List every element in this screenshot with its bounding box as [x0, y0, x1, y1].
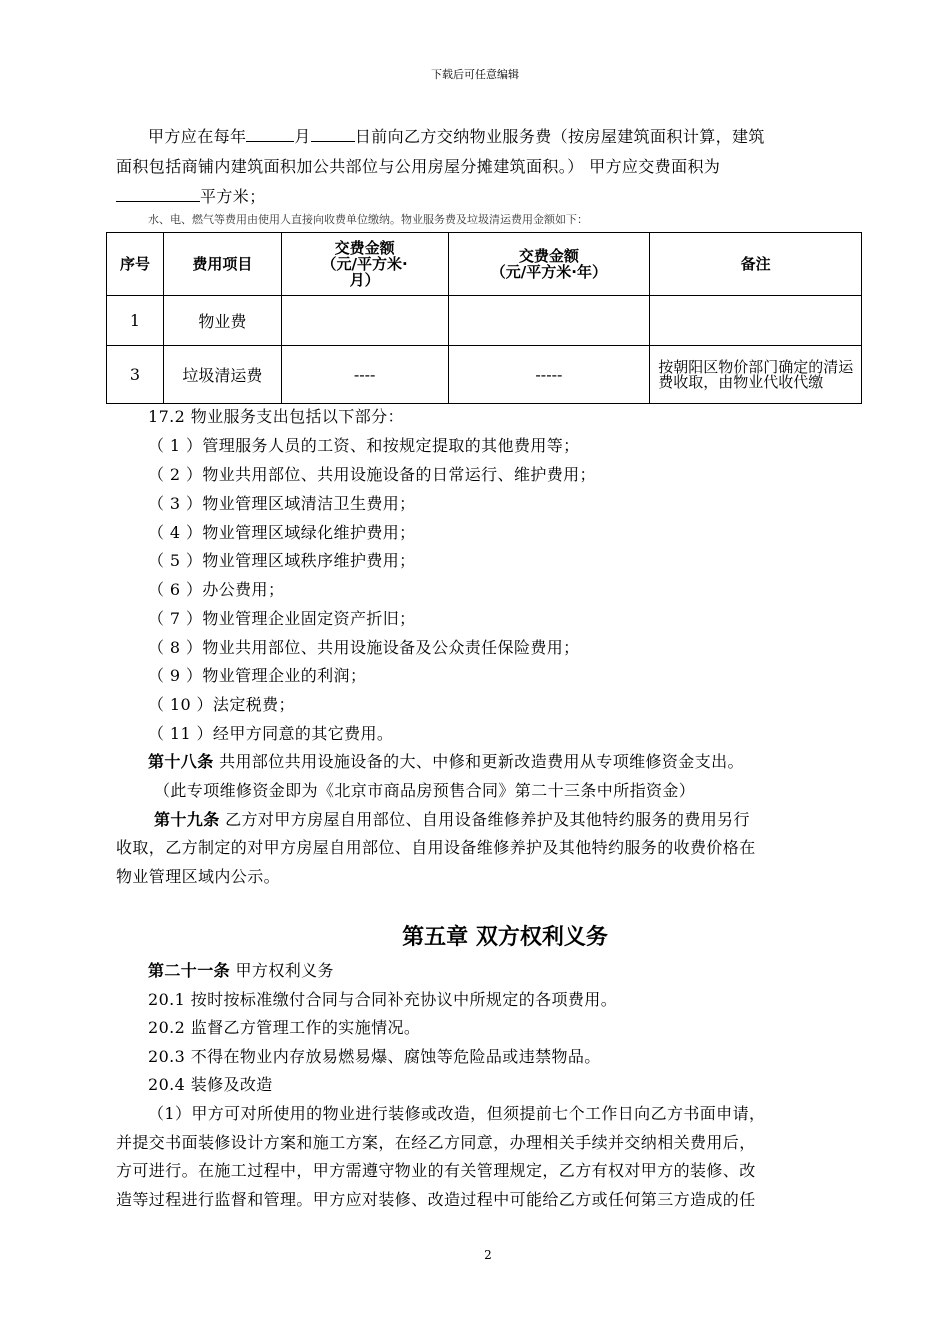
blank-day	[311, 127, 355, 142]
header-monthly: 交费金额 （元/平方米· 月）	[281, 233, 448, 296]
list-item: （ 11 ）经甲方同意的其它费用。	[148, 724, 394, 743]
cell-monthly	[281, 296, 448, 346]
fee-note: 水、电、燃气等费用由使用人直接向收费单位缴纳。物业服务费及垃圾清运费用金额如下：	[148, 213, 588, 226]
article-21-label: 第二十一条	[148, 961, 231, 980]
article-19-line-2: 收取，乙方制定的对甲方房屋自用部位、自用设备维修养护及其他特约服务的收费价格在	[116, 838, 756, 857]
header-no: 序号	[107, 233, 164, 296]
list-item: 20.1 按时按标准缴付合同与合同补充协议中所规定的各项费用。	[148, 990, 618, 1009]
article-18-label: 第十八条	[148, 752, 214, 771]
list-item: 20.2 监督乙方管理工作的实施情况。	[148, 1018, 421, 1037]
section-17-2-title: 17.2 物业服务支出包括以下部分：	[148, 407, 404, 426]
intro-text: 月	[294, 127, 311, 146]
page-header: 下载后可任意编辑	[431, 68, 519, 81]
cell-no: 3	[107, 346, 164, 404]
intro-line-1	[148, 124, 765, 147]
list-item: （ 8 ）物业共用部位、共用设施设备及公众责任保险费用；	[148, 638, 580, 657]
list-item: （ 9 ）物业管理企业的利润；	[148, 666, 367, 685]
list-item: （ 1 ）管理服务人员的工资、和按规定提取的其他费用等；	[148, 436, 580, 455]
chapter-title: 第五章 双方权利义务	[402, 925, 608, 950]
paragraph-line: （1）甲方可对所使用的物业进行装修或改造，但须提前七个工作日向乙方书面申请，	[148, 1104, 766, 1123]
list-item: （ 5 ）物业管理区域秩序维护费用；	[148, 551, 416, 570]
list-item: 20.3 不得在物业内存放易燃易爆、腐蚀等危险品或违禁物品。	[148, 1047, 601, 1066]
intro-text: 平方米；	[200, 187, 266, 206]
intro-text: 日前向乙方交纳物业服务费（按房屋建筑面积计算，建筑	[354, 127, 765, 146]
article-19-line-3: 物业管理区域内公示。	[116, 867, 281, 886]
table-header-row	[107, 233, 862, 296]
cell-note: 按朝阳区物价部门确定的清运费收取，由物业代收代缴	[650, 346, 862, 404]
intro-text: 甲方应在每年	[148, 127, 247, 146]
article-19-text: 乙方对甲方房屋自用部位、自用设备维修养护及其他特约服务的费用另行	[225, 810, 750, 829]
cell-note	[650, 296, 862, 346]
header-yearly: 交费金额 （元/平方米·年）	[448, 233, 650, 296]
article-21-text: 甲方权利义务	[235, 961, 334, 980]
paragraph-line: 造等过程进行监督和管理。甲方应对装修、改造过程中可能给乙方或任何第三方造成的任	[116, 1190, 756, 1209]
cell-no: 1	[107, 296, 164, 346]
blank-area	[116, 187, 200, 202]
article-18-note: （此专项维修资金即为《北京市商品房预售合同》第二十三条中所指资金）	[154, 781, 696, 800]
article-18	[148, 749, 744, 772]
cell-item: 垃圾清运费	[163, 346, 281, 404]
list-item: （ 10 ）法定税费；	[148, 695, 295, 714]
article-19-line-1	[154, 807, 750, 830]
table-row	[107, 296, 862, 346]
fee-table	[106, 232, 862, 404]
header-note: 备注	[650, 233, 862, 296]
header-item: 费用项目	[163, 233, 281, 296]
intro-line-3	[116, 184, 266, 207]
list-item: （ 7 ）物业管理企业固定资产折旧；	[148, 609, 416, 628]
list-item: （ 2 ）物业共用部位、共用设施设备的日常运行、维护费用；	[148, 465, 596, 484]
cell-monthly: ----	[281, 346, 448, 404]
list-item: （ 3 ）物业管理区域清洁卫生费用；	[148, 494, 416, 513]
article-19-label: 第十九条	[154, 810, 220, 829]
intro-line-2: 面积包括商铺内建筑面积加公共部位与公用房屋分摊建筑面积。） 甲方应交费面积为	[116, 157, 721, 176]
table-row	[107, 346, 862, 404]
article-18-text: 共用部位共用设施设备的大、中修和更新改造费用从专项维修资金支出。	[219, 752, 744, 771]
page-number: 2	[484, 1248, 492, 1262]
list-item: 20.4 装修及改造	[148, 1075, 273, 1094]
article-21	[148, 958, 334, 981]
blank-month	[246, 127, 294, 142]
cell-yearly: -----	[448, 346, 650, 404]
paragraph-line: 并提交书面装修设计方案和施工方案，在经乙方同意，办理相关手续并交纳相关费用后，	[116, 1133, 756, 1152]
list-item: （ 6 ）办公费用；	[148, 580, 285, 599]
list-item: （ 4 ）物业管理区域绿化维护费用；	[148, 523, 416, 542]
paragraph-line: 方可进行。在施工过程中，甲方需遵守物业的有关管理规定，乙方有权对甲方的装修、改	[116, 1161, 756, 1180]
cell-yearly	[448, 296, 650, 346]
cell-item: 物业费	[163, 296, 281, 346]
